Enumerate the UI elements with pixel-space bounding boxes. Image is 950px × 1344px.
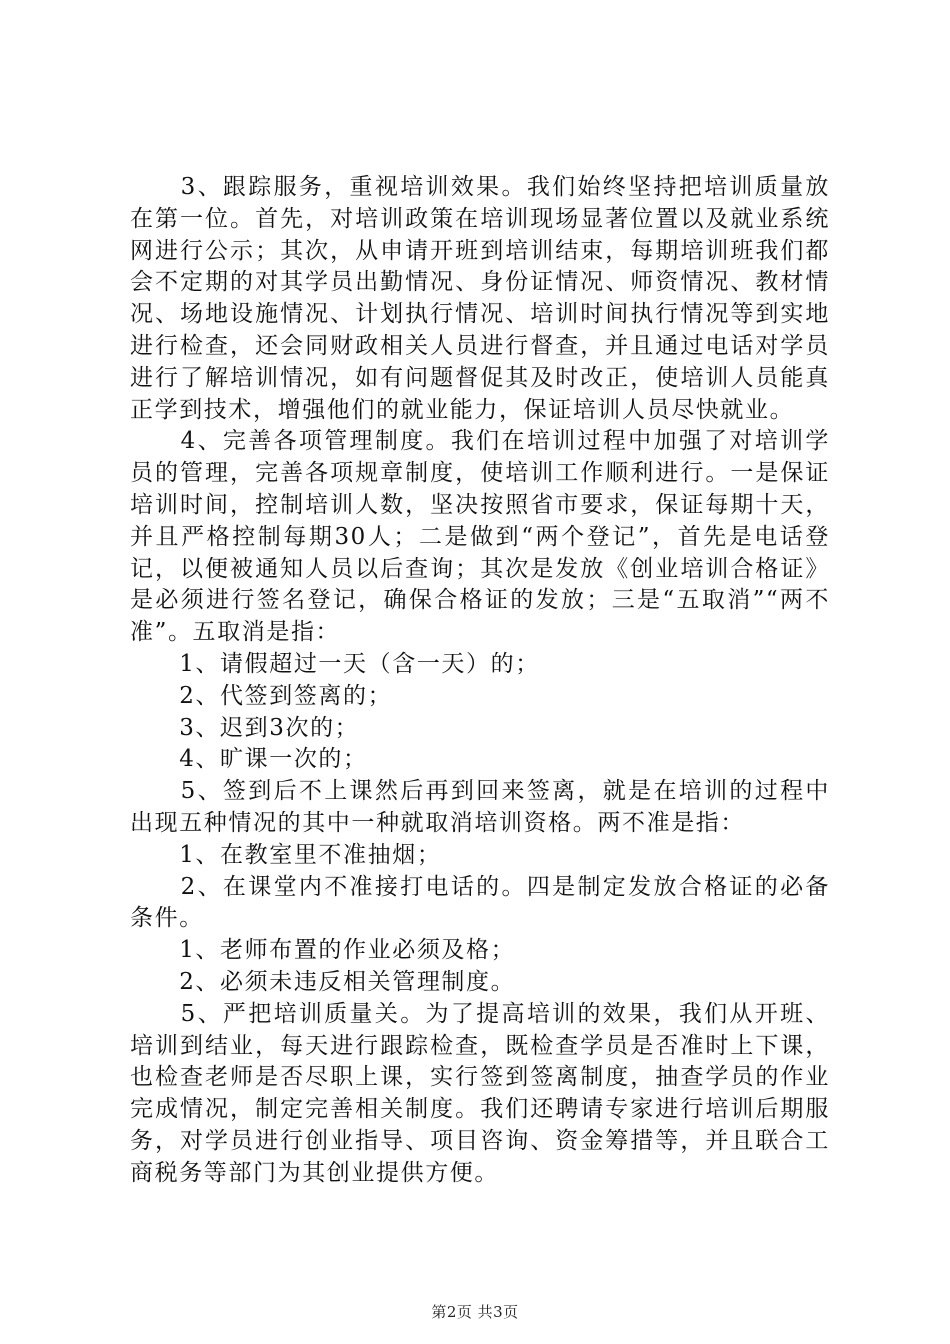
list-item-cancel-5: 5、签到后不上课然后再到回来签离，就是在培训的过程中出现五种情况的其中一种就取消培训资格。两不准是指： <box>130 778 830 836</box>
list-item-cancel-4: 4、旷课一次的； <box>130 746 368 773</box>
paragraph-5-quality-control: 5、严把培训质量关。为了提高培训的效果，我们从开班、培训到结业，每天进行跟踪检查，既检查学员是否准时上下课，也检查老师是否尽职上课，实行签到签离制度，抽查学员的作业完成情况，制定完善相关制度。我们还聘请专家进行培训后期服务，对学员进行创业指导、项目咨询、资金筹措等，并且联合工商税务等部门为其创业提供方便。 <box>130 1000 830 1186</box>
list-item-cancel-2: 2、代签到签离的； <box>130 682 393 709</box>
list-item-forbid-1: 1、在教室里不准抽烟； <box>130 841 442 868</box>
paragraph-4-management-system: 4、完善各项管理制度。我们在培训过程中加强了对培训学员的管理，完善各项规章制度，使培训工作顺利进行。一是保证培训时间，控制培训人数，坚决按照省市要求，保证每期十天，并且严格控制每期30人；二是做到“两个登记”，首先是电话登记，以便被通知人员以后查询；其次是发放《创业培训合格证》是必须进行签名登记，确保合格证的发放；三是“五取消”“两不准”。五取消是指： <box>130 428 830 646</box>
list-item-cancel-3: 3、迟到3次的； <box>130 714 360 741</box>
paragraph-3-tracking-service: 3、跟踪服务，重视培训效果。我们始终坚持把培训质量放在第一位。首先，对培训政策在培训现场显著位置以及就业系统网进行公示；其次，从申请开班到培训结束，每期培训班我们都会不定期的对其学员出勤情况、身份证情况、师资情况、教材情况、场地设施情况、计划执行情况、培训时间执行情况等到实地进行检查，还会同财政相关人员进行督查，并且通过电话对学员进行了解培训情况，如有问题督促其及时改正，使培训人员能真正学到技术，增强他们的就业能力，保证培训人员尽快就业。 <box>130 174 830 423</box>
list-item-condition-1: 1、老师布置的作业必须及格； <box>130 937 516 964</box>
list-item-cancel-1: 1、请假超过一天（含一天）的； <box>130 650 540 677</box>
list-item-condition-2: 2、必须未违反相关管理制度。 <box>130 968 516 995</box>
page-number-footer: 第2页 共3页 <box>431 1303 519 1321</box>
list-item-forbid-2: 2、在课堂内不准接打电话的。四是制定发放合格证的必备条件。 <box>130 873 830 932</box>
document-body <box>130 172 830 1190</box>
